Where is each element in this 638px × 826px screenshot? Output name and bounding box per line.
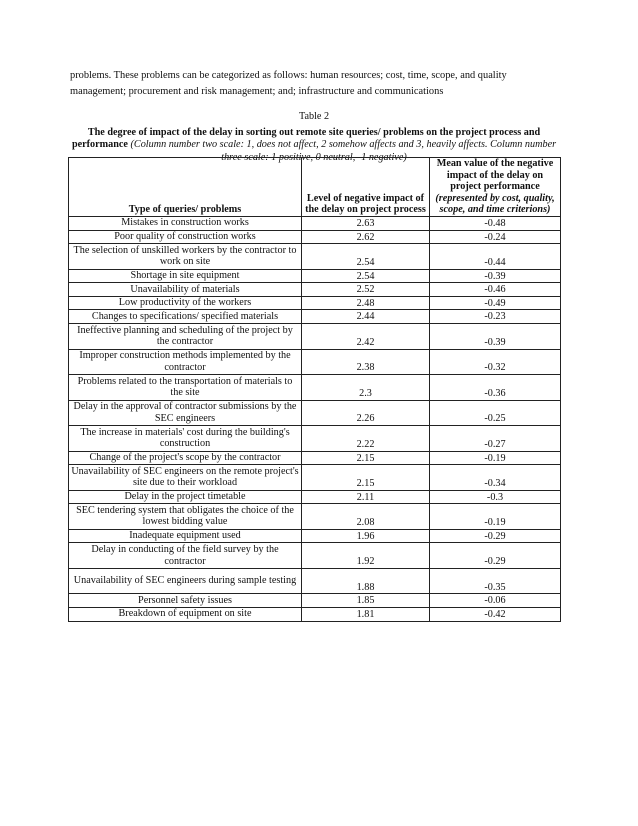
- table-row: [69, 490, 561, 504]
- table-row: [69, 349, 561, 375]
- cell-problem: Change of the project's scope by the contractor: [69, 451, 302, 465]
- cell-level: 2.62: [302, 230, 430, 244]
- table-row: [69, 426, 561, 452]
- table-row: [69, 400, 561, 426]
- table-number: Table 2: [298, 111, 330, 122]
- cell-mean: -0.39: [430, 324, 561, 350]
- table-body: [69, 216, 561, 621]
- cell-mean: -0.29: [430, 529, 561, 543]
- cell-mean: -0.34: [430, 465, 561, 491]
- cell-problem: Delay in conducting of the field survey by the contractor: [69, 543, 302, 569]
- table-row: [69, 296, 561, 310]
- cell-problem: Problems related to the transportation of materials to the site: [69, 375, 302, 401]
- cell-level: 2.54: [302, 269, 430, 283]
- cell-problem: The increase in materials' cost during the building's construction: [69, 426, 302, 452]
- header-mean-note: (represented by cost, quality, scope, and time criterions): [435, 192, 555, 216]
- cell-level: 2.42: [302, 324, 430, 350]
- cell-mean: -0.29: [430, 543, 561, 569]
- cell-problem: Delay in the approval of contractor submissions by the SEC engineers: [69, 400, 302, 426]
- table-row: [69, 244, 561, 270]
- cell-level: 2.11: [302, 490, 430, 504]
- cell-mean: -0.27: [430, 426, 561, 452]
- cell-mean: -0.49: [430, 296, 561, 310]
- cell-level: 2.48: [302, 296, 430, 310]
- table-row: [69, 283, 561, 297]
- intro-paragraph: problems. These problems can be categorized as follows: human resources; cost, time, scope, and quality management; procurement and risk management; and; infrastructure and communications: [70, 70, 507, 97]
- cell-mean: -0.36: [430, 375, 561, 401]
- cell-problem: Ineffective planning and scheduling of the project by the contractor: [69, 324, 302, 350]
- cell-level: 2.52: [302, 283, 430, 297]
- cell-level: 2.15: [302, 451, 430, 465]
- cell-problem: The selection of unskilled workers by the contractor to work on site: [69, 244, 302, 270]
- cell-problem: Unavailability of SEC engineers during sample testing: [69, 568, 302, 594]
- header-mean-title: Mean value of the negative impact of the delay on project performance: [436, 158, 554, 193]
- cell-mean: -0.32: [430, 349, 561, 375]
- cell-level: 1.96: [302, 529, 430, 543]
- cell-level: 1.88: [302, 568, 430, 594]
- table-row: [69, 310, 561, 324]
- header-level: Level of negative impact of the delay on project process: [302, 158, 430, 217]
- cell-mean: -0.06: [430, 594, 561, 608]
- table-row: [69, 504, 561, 530]
- cell-problem: Shortage in site equipment: [69, 269, 302, 283]
- cell-problem: Poor quality of construction works: [69, 230, 302, 244]
- table-row: [69, 568, 561, 594]
- cell-level: 2.15: [302, 465, 430, 491]
- cell-mean: -0.23: [430, 310, 561, 324]
- cell-problem: Mistakes in construction works: [69, 216, 302, 230]
- table-row: [69, 594, 561, 608]
- table-row: [69, 465, 561, 491]
- cell-problem: Changes to specifications/ specified materials: [69, 310, 302, 324]
- cell-mean: -0.46: [430, 283, 561, 297]
- cell-level: 1.92: [302, 543, 430, 569]
- cell-problem: Personnel safety issues: [69, 594, 302, 608]
- cell-problem: Unavailability of SEC engineers on the remote project's site due to their workload: [69, 465, 302, 491]
- cell-mean: -0.25: [430, 400, 561, 426]
- cell-mean: -0.19: [430, 451, 561, 465]
- cell-mean: -0.3: [430, 490, 561, 504]
- cell-level: 2.08: [302, 504, 430, 530]
- table-row: [69, 375, 561, 401]
- cell-problem: Low productivity of the workers: [69, 296, 302, 310]
- cell-level: 2.38: [302, 349, 430, 375]
- table-header-row: [69, 158, 561, 217]
- cell-level: 2.54: [302, 244, 430, 270]
- impact-table: [68, 157, 561, 622]
- table-row: [69, 230, 561, 244]
- cell-mean: -0.44: [430, 244, 561, 270]
- cell-level: 1.81: [302, 607, 430, 621]
- cell-problem: Breakdown of equipment on site: [69, 607, 302, 621]
- header-mean: [430, 158, 561, 217]
- cell-level: 2.26: [302, 400, 430, 426]
- cell-mean: -0.39: [430, 269, 561, 283]
- table-row: [69, 216, 561, 230]
- cell-level: 2.22: [302, 426, 430, 452]
- table-row: [69, 607, 561, 621]
- cell-mean: -0.42: [430, 607, 561, 621]
- cell-problem: Improper construction methods implemented by the contractor: [69, 349, 302, 375]
- cell-level: 2.3: [302, 375, 430, 401]
- table-row: [69, 324, 561, 350]
- cell-problem: Delay in the project timetable: [69, 490, 302, 504]
- table-row: [69, 269, 561, 283]
- cell-level: 1.85: [302, 594, 430, 608]
- table-title: The degree of impact of the delay in sorting out remote site queries/ problems on the project process and performance: [71, 126, 541, 150]
- cell-problem: Inadequate equipment used: [69, 529, 302, 543]
- table-row: [69, 543, 561, 569]
- table-row: [69, 529, 561, 543]
- table-row: [69, 451, 561, 465]
- cell-mean: -0.48: [430, 216, 561, 230]
- cell-level: 2.44: [302, 310, 430, 324]
- header-type: Type of queries/ problems: [69, 158, 302, 217]
- cell-problem: SEC tendering system that obligates the choice of the lowest bidding value: [69, 504, 302, 530]
- cell-mean: -0.19: [430, 504, 561, 530]
- cell-level: 2.63: [302, 216, 430, 230]
- cell-mean: -0.35: [430, 568, 561, 594]
- cell-problem: Unavailability of materials: [69, 283, 302, 297]
- table-note: (Column number two scale: 1, does not affect, 2 somehow affects and 3, heavily affects. Column number three scale: 1 positive, 0 neutral, -1 negative): [130, 139, 557, 163]
- cell-mean: -0.24: [430, 230, 561, 244]
